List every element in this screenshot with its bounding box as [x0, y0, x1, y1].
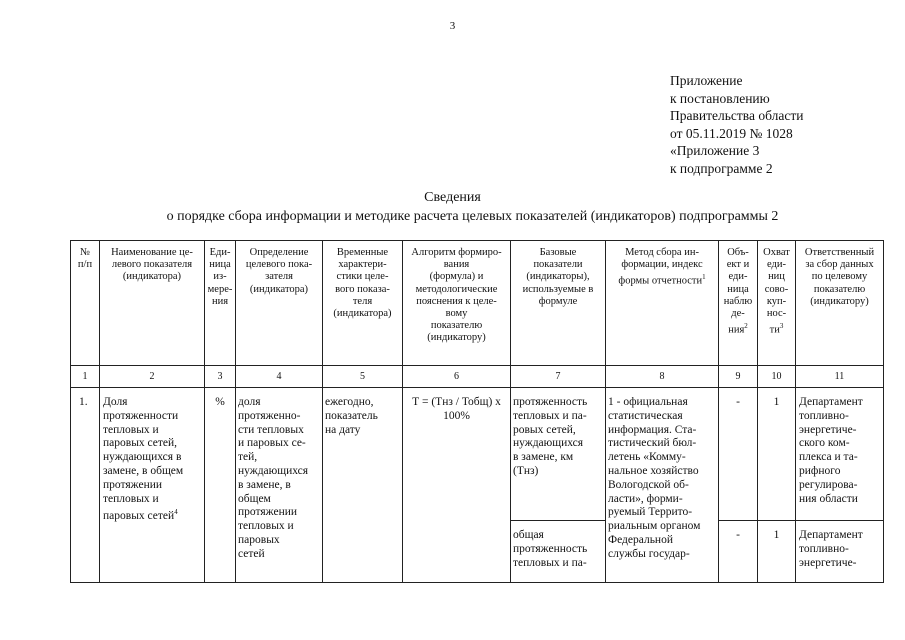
coverage: 1: [773, 396, 780, 408]
header-coverage: [758, 247, 795, 337]
header-object: [719, 247, 757, 337]
document-subtitle: о порядке сбора информации и методике расчета целевых показателей (индикаторов) подпрограммы 2: [166, 209, 779, 224]
formula: Т = (Тнз / Тобщ) х 100%: [412, 396, 501, 422]
header-time: Временные характери- стики целе- вого показа- теля (индикатора): [333, 247, 392, 320]
header-object-text: Объ- ект и еди- ница наблю де- ния: [723, 247, 753, 336]
header-responsible: Ответственный за сбор данных по целевому показателю (индикатору): [804, 247, 875, 307]
row-sub-divider: [510, 520, 605, 521]
appendix-line: «Приложение 3: [670, 143, 760, 158]
col-number: 3: [217, 371, 223, 382]
col-border: [883, 240, 884, 583]
indicator-name: [103, 396, 203, 524]
coverage: 1: [773, 529, 780, 541]
base-indicator: протяженность тепловых и па- ровых сетей, нуждающихся в замене, км (Тнз): [513, 396, 588, 477]
time-characteristics: ежегодно, показатель на дату: [325, 396, 378, 436]
header-method-text: Метод сбора ин- формации, индекс формы отчетности: [618, 247, 703, 287]
col-number: 1: [82, 371, 88, 382]
document-title: Сведения: [424, 190, 481, 205]
table-border-top: [70, 240, 883, 241]
appendix-line: от 05.11.2019 № 1028: [670, 125, 793, 141]
footnote-mark: 1: [702, 273, 706, 282]
footnote-mark: 4: [174, 508, 178, 517]
base-indicator: общая протяженность тепловых и па-: [513, 529, 588, 569]
table-header-divider: [70, 365, 883, 366]
header-indicator-name: Наименование це- левого показателя (индикатора): [111, 247, 193, 283]
row-number: 1.: [79, 396, 88, 408]
appendix-line: к постановлению: [670, 90, 770, 106]
col-number: 11: [834, 371, 845, 382]
row-sub-divider: [718, 520, 883, 521]
col-number: 6: [454, 371, 459, 382]
header-method: [606, 247, 718, 288]
indicator-definition: доля протяженно- сти тепловых и паровых се- тей, нуждающихся в замене, в общем протяжении тепловых и паровых сетей: [238, 396, 309, 560]
col-number: 8: [659, 371, 665, 382]
col-number: 10: [771, 371, 782, 382]
header-formula: Алгоритм формиро- вания (формула) и методологические пояснения к целе- вому показателю (индикатору): [411, 247, 502, 344]
appendix-line: Правительства области: [670, 108, 804, 123]
table-numbers-divider: [70, 387, 883, 388]
responsible: Департамент топливно- энергетиче-: [799, 529, 863, 569]
page-number: 3: [449, 20, 456, 32]
col-border: [70, 240, 71, 583]
header-definition: Определение целевого пока- зателя (индикатора): [245, 247, 313, 295]
indicator-name-text: Доля протяженности тепловых и паровых сетей, нуждающихся в замене, в общем протяжении тепловых и паровых сетей: [103, 396, 184, 523]
col-number: 9: [735, 371, 741, 382]
responsible: Департамент топливно- энергетиче- ского ком- плекса и та- рифного регулирова- ния области: [799, 396, 863, 505]
header-num: № п/п: [77, 247, 93, 271]
header-unit: Еди- ница из- мере- ния: [207, 247, 233, 307]
table-border-bottom: [70, 582, 883, 583]
footnote-mark: 3: [779, 322, 784, 331]
col-number: 2: [149, 371, 155, 382]
col-number: 4: [276, 371, 282, 382]
header-base: Базовые показатели (индикаторы), используемые в формуле: [522, 247, 594, 307]
col-number: 5: [360, 371, 365, 382]
observation-object: -: [736, 529, 740, 541]
appendix-line: к подпрограмме 2: [670, 160, 773, 176]
collection-method: 1 - официальная статистическая информация. Ста- тистический бюл- летень «Комму- нальное хозяйство Вологодской об- ласти», форми- руемый Террито- риальным органом Федеральной службы государ-: [608, 396, 701, 560]
footnote-mark: 2: [744, 322, 748, 331]
col-number: 7: [555, 371, 561, 382]
appendix-block: [670, 72, 803, 177]
col-border: [99, 240, 100, 583]
observation-object: -: [736, 396, 740, 408]
header-coverage-text: Охват еди- ниц сово- куп- нос- ти: [763, 247, 790, 336]
col-border: [605, 240, 606, 583]
unit: %: [215, 396, 225, 408]
appendix-line: Приложение: [670, 73, 743, 88]
